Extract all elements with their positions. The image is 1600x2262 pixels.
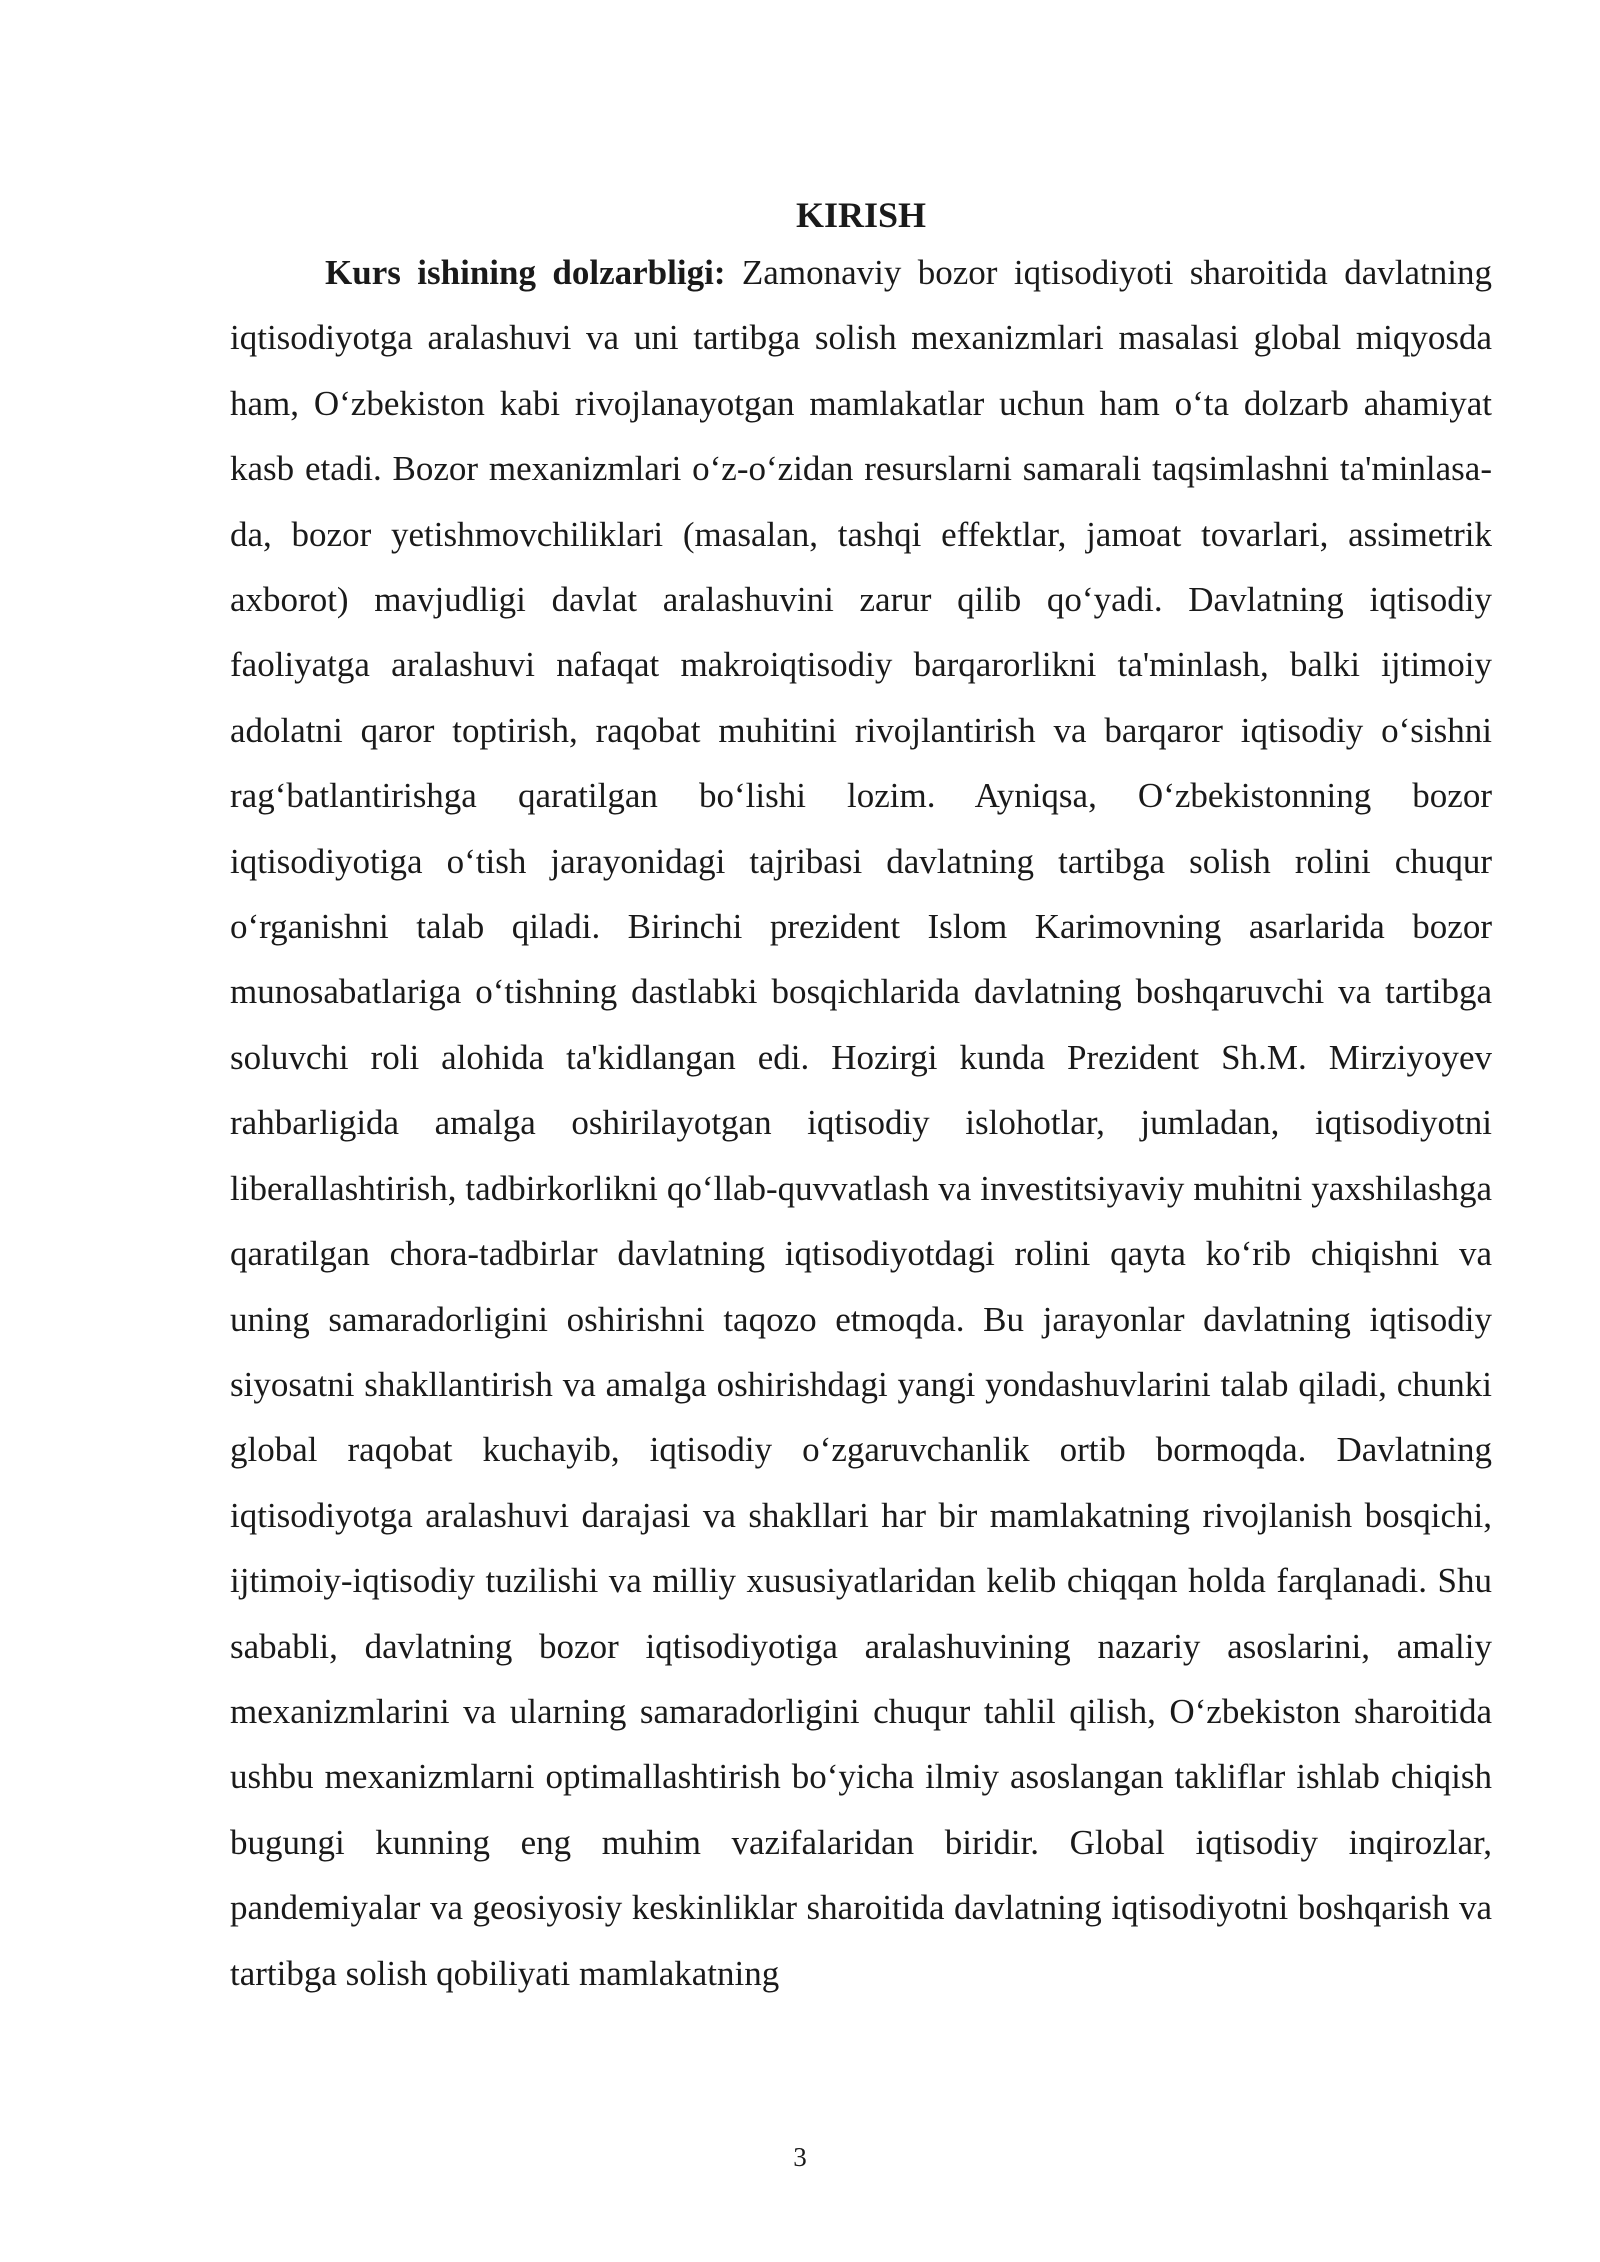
lead-label: Kurs ishining dolzarbligi: (325, 253, 726, 292)
document-page (230, 190, 1492, 2006)
page-number: 3 (793, 2142, 807, 2172)
paragraph-text: Zamonaviy bozor iqtisodiyoti sharoitida davlatning iqtisodiyotga aralashuvi va uni tartibga solish mexanizmlari masalasi global miqyosda ham, O‘zbekiston kabi rivojlanayotgan mamlakatlar uchun ham o‘ta dolzarb ahamiyat kasb etadi. Bozor mexanizmlari o‘z-o‘zidan resurslarni samarali taqsimlashni ta'minlasa-da, bozor yetishmovchiliklari (masalan, tashqi effektlar, jamoat tovarlari, assimetrik axborot) mavjudligi davlat aralashuvini zarur qilib qo‘yadi. Davlatning iqtisodiy faoliyatga aralashuvi nafaqat makroiqtisodiy barqarorlikni ta'minlash, balki ijtimoiy adolatni qaror toptirish, raqobat muhitini rivojlantirish va barqaror iqtisodiy o‘sishni rag‘batlantirishga qaratilgan bo‘lishi lozim. Ayniqsa, O‘zbekistonning bozor iqtisodiyotiga o‘tish jarayonidagi tajribasi davlatning tartibga solish rolini chuqur o‘rganishni talab qiladi. Birinchi prezident Islom Karimovning asarlarida bozor munosabatlariga o‘tishning dastlabki bosqichlarida davlatning boshqaruvchi va tartibga soluvchi roli alohida ta'kidlangan edi. Hozirgi kunda Prezident Sh.M. Mirziyoyev rahbarligida amalga oshirilayotgan iqtisodiy islohotlar, jumladan, iqtisodiyotni liberallashtirish, tadbirkorlikni qo‘llab-quvvatlash va investitsiyaviy muhitni yaxshilashga qaratilgan chora-tadbirlar davlatning iqtisodiyotdagi rolini qayta ko‘rib chiqishni va uning samaradorligini oshirishni taqozo etmoqda. Bu jarayonlar davlatning iqtisodiy siyosatni shakllantirish va amalga oshirishdagi yangi yondashuvlarini talab qiladi, chunki global raqobat kuchayib, iqtisodiy o‘zgaruvchanlik ortib bormoqda. Davlatning iqtisodiyotga aralashuvi darajasi va shakllari har bir mamlakatning rivojlanish bosqichi, ijtimoiy-iqtisodiy tuzilishi va milliy xususiyatlaridan kelib chiqqan holda farqlanadi. Shu sababli, davlatning bozor iqtisodiyotiga aralashuvining nazariy asoslarini, amaliy mexanizmlarini va ularning samaradorligini chuqur tahlil qilish, O‘zbekiston sharoitida ushbu mexanizmlarni optimallashtirish bo‘yicha ilmiy asoslangan takliflar ishlab chiqish bugungi kunning eng muhim vazifalaridan biridir. Global iqtisodiy inqirozlar, pandemiyalar va geosiyosiy keskinliklar sharoitida davlatning iqtisodiyotni boshqarish va tartibga solish qobiliyati mamlakatning (230, 253, 1493, 1993)
section-heading: KIRISH (795, 195, 927, 235)
intro-paragraph (230, 240, 1492, 2006)
